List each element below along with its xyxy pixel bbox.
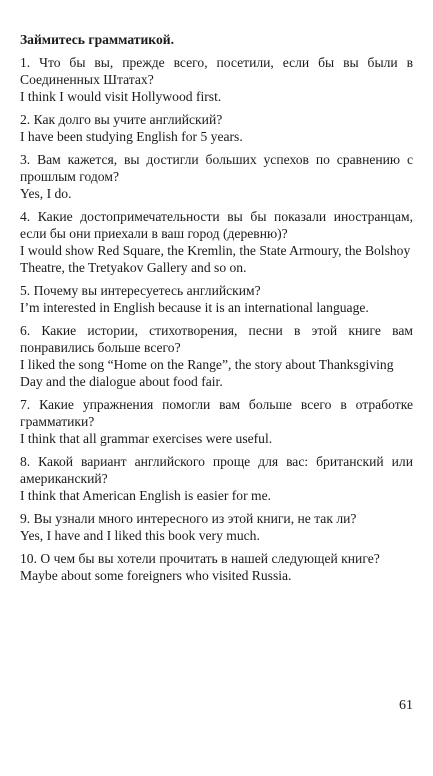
answer-10: Maybe about some foreigners who visited Russia. xyxy=(20,568,292,583)
question-2: 2. Как долго вы учите английский? xyxy=(20,112,223,127)
page-number: 61 xyxy=(399,698,413,713)
question-7: 7. Какие упражнения помогли вам больше всего в отработке грамматики? xyxy=(20,397,413,429)
answer-6: I liked the song “Home on the Range”, the story about Thanksgiving Day and the dialogue about food fair. xyxy=(20,357,394,389)
answer-3: Yes, I do. xyxy=(20,186,72,201)
answer-9: Yes, I have and I liked this book very much. xyxy=(20,528,260,543)
qa-item-9 xyxy=(20,510,413,544)
question-9: 9. Вы узнали много интересного из этой книги, не так ли? xyxy=(20,511,357,526)
question-1: 1. Что бы вы, прежде всего, посетили, если бы вы были в Соединенных Штатах? xyxy=(20,55,413,87)
qa-item-4 xyxy=(20,208,413,276)
question-8: 8. Какой вариант английского проще для вас: британский или американский? xyxy=(20,454,413,486)
question-4: 4. Какие достопримечательности вы бы показали иностранцам, если бы они приехали в ваш город (деревню)? xyxy=(20,209,413,241)
section-heading: Займитесь грамматикой. xyxy=(20,32,174,47)
question-6: 6. Какие истории, стихотворения, песни в этой книге вам понравились больше всего? xyxy=(20,323,413,355)
question-10: 10. О чем бы вы хотели прочитать в нашей следующей книге? xyxy=(20,551,380,566)
qa-item-3 xyxy=(20,151,413,202)
answer-8: I think that American English is easier for me. xyxy=(20,488,272,503)
question-3: 3. Вам кажется, вы достигли больших успехов по сравнению с прошлым годом? xyxy=(20,152,413,184)
answer-5: I’m interested in English because it is an international language. xyxy=(20,300,369,315)
answer-2: I have been studying English for 5 years. xyxy=(20,129,243,144)
qa-item-2 xyxy=(20,111,413,145)
page-content xyxy=(20,31,413,584)
qa-item-6 xyxy=(20,322,413,390)
qa-item-5 xyxy=(20,282,413,316)
question-5: 5. Почему вы интересуетесь английским? xyxy=(20,283,261,298)
qa-item-1 xyxy=(20,54,413,105)
answer-4: I would show Red Square, the Kremlin, the State Armoury, the Bolshoy Theatre, the Tretyakov Gallery and so on. xyxy=(20,243,411,275)
answer-1: I think I would visit Hollywood first. xyxy=(20,89,222,104)
qa-item-8 xyxy=(20,453,413,504)
qa-item-7 xyxy=(20,396,413,447)
qa-item-10 xyxy=(20,550,413,584)
answer-7: I think that all grammar exercises were useful. xyxy=(20,431,273,446)
